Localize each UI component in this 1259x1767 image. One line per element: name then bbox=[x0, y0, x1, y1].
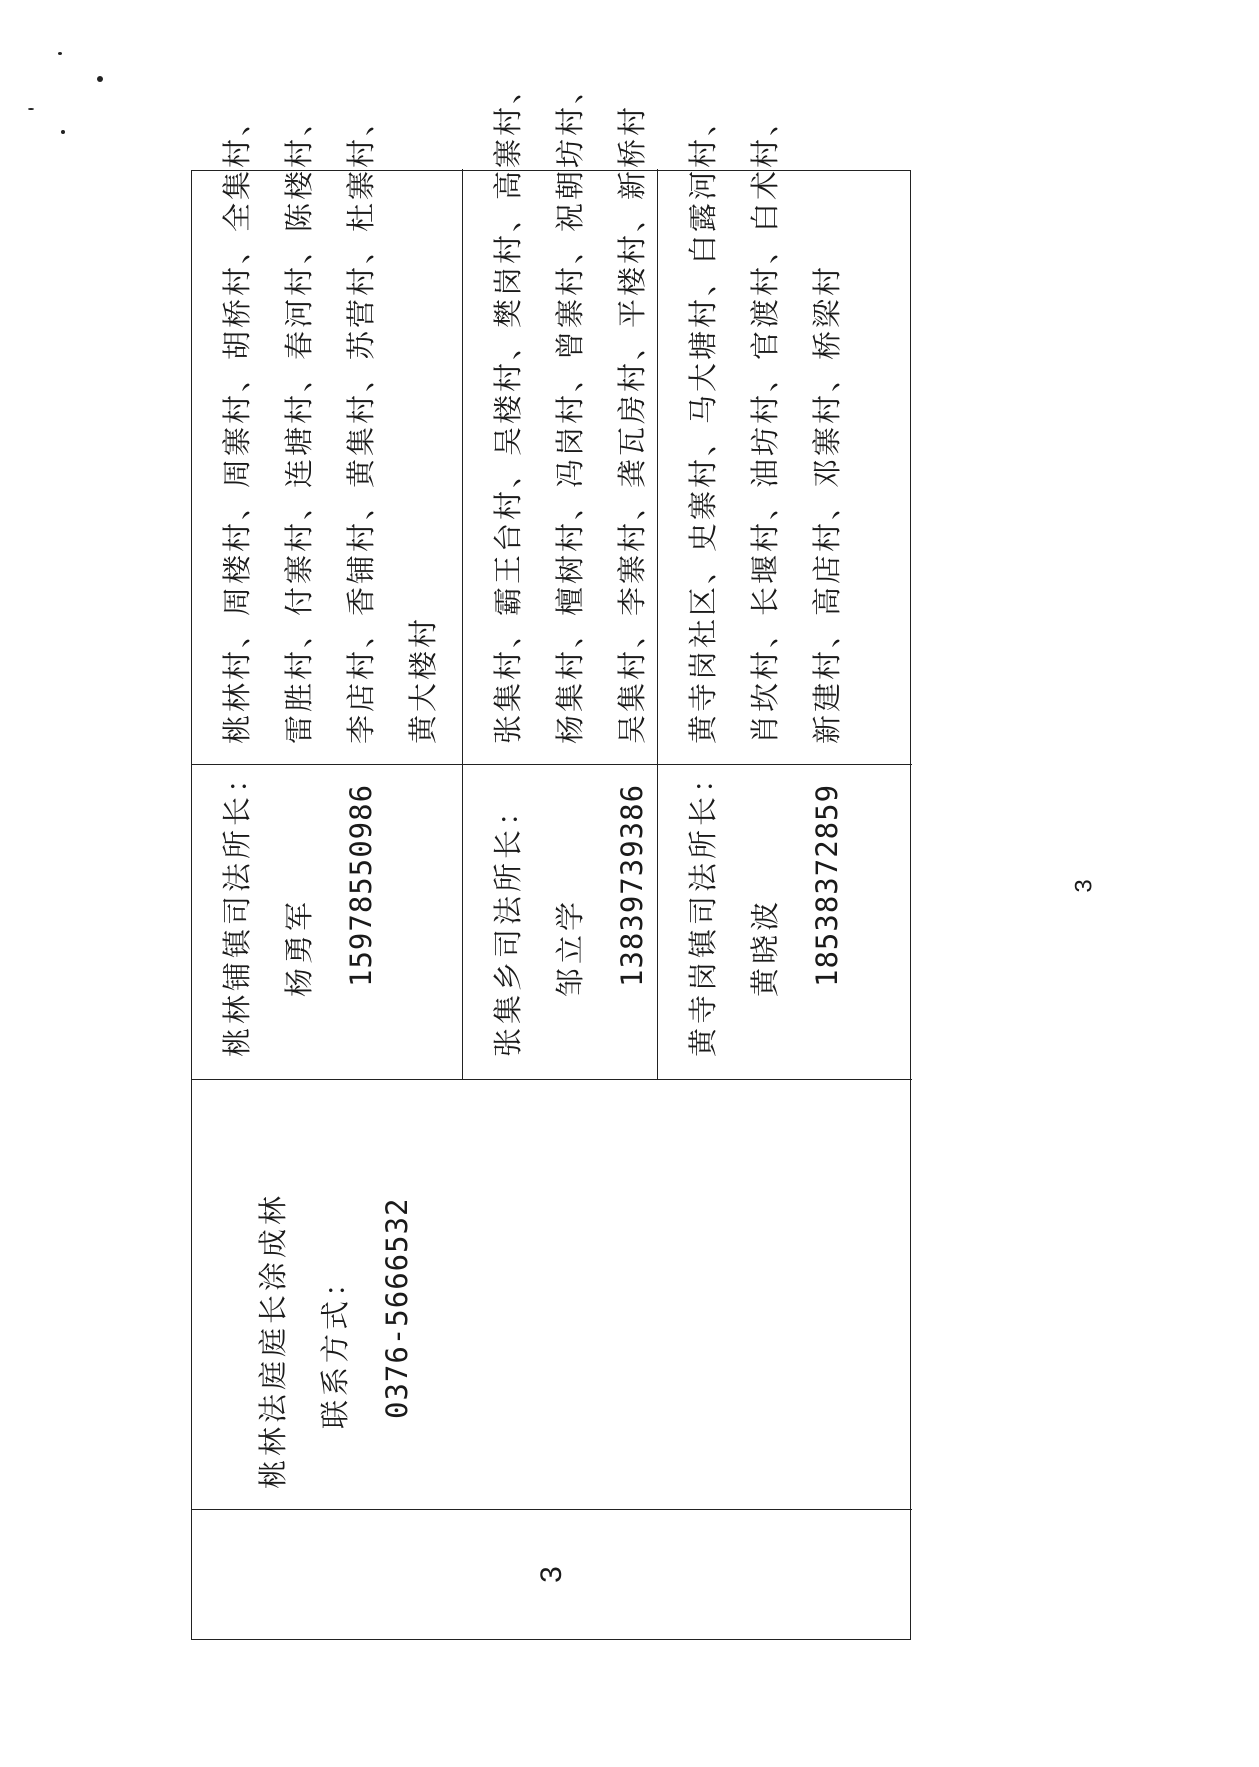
village-line: 黄大楼村 bbox=[406, 615, 440, 744]
village-line: 李店村、香铺村、黄集村、苏营村、杜寨村、 bbox=[344, 103, 378, 744]
office-cell-taolinpu bbox=[192, 759, 462, 1080]
office-title: 张集乡司法所长： bbox=[491, 792, 525, 1057]
village-line: 黄寺岗社区、史寨村、马大塘村、白露河村、 bbox=[686, 103, 720, 744]
office-cell-zhangji bbox=[462, 765, 657, 1080]
village-line: 雷胜村、付寨村、连塘村、春河村、陈楼村、 bbox=[282, 103, 316, 744]
office-head-name: 黄晓波 bbox=[748, 897, 782, 997]
page-number: 3 bbox=[1070, 879, 1098, 893]
village-line: 肖坎村、长堰村、油坊村、官渡村、白术村、 bbox=[748, 103, 782, 744]
row-number-cell bbox=[192, 1510, 912, 1639]
office-title: 黄寺岗镇司法所长： bbox=[686, 759, 720, 1057]
mediation-contact-table bbox=[191, 71, 911, 1640]
scan-speck bbox=[97, 76, 103, 82]
village-line: 吴集村、李寨村、龚瓦房村、平楼村、新桥村 bbox=[615, 103, 649, 744]
court-phone: 0376-5666532 bbox=[380, 1197, 414, 1419]
village-line: 桃林村、周楼村、周寨村、胡桥村、全集村、 bbox=[220, 103, 254, 744]
scan-speck bbox=[28, 108, 34, 110]
village-line: 新建村、高店村、邓寨村、桥梁村 bbox=[810, 263, 844, 744]
row-number: 3 bbox=[535, 1566, 568, 1583]
village-line: 张集村、霸王台村、吴楼村、樊岗村、高寨村、 bbox=[491, 71, 525, 744]
court-contact-label: 联系方式： bbox=[318, 1263, 352, 1429]
scan-speck bbox=[61, 130, 65, 134]
court-contact-cell bbox=[192, 1080, 912, 1510]
village-line: 杨集村、檀树村、冯岗村、曾寨村、祝朝坊村、 bbox=[553, 71, 587, 744]
office-phone: 18538372859 bbox=[810, 783, 844, 987]
scan-speck bbox=[58, 52, 62, 55]
office-phone: 13839739386 bbox=[615, 783, 649, 987]
office-phone: 15978550986 bbox=[344, 783, 378, 987]
rotated-table-wrapper bbox=[191, 71, 911, 1640]
office-head-name: 杨勇军 bbox=[282, 897, 316, 997]
villages-cell-huangsigang bbox=[657, 103, 912, 765]
villages-cell-taolinpu bbox=[192, 103, 462, 765]
office-head-name: 邹立学 bbox=[553, 897, 587, 997]
office-title: 桃林铺镇司法所长： bbox=[220, 759, 254, 1057]
villages-cell-zhangji bbox=[462, 71, 657, 765]
court-title: 桃林法庭庭长涂成林 bbox=[256, 1191, 290, 1489]
office-cell-huangsigang bbox=[657, 759, 912, 1080]
